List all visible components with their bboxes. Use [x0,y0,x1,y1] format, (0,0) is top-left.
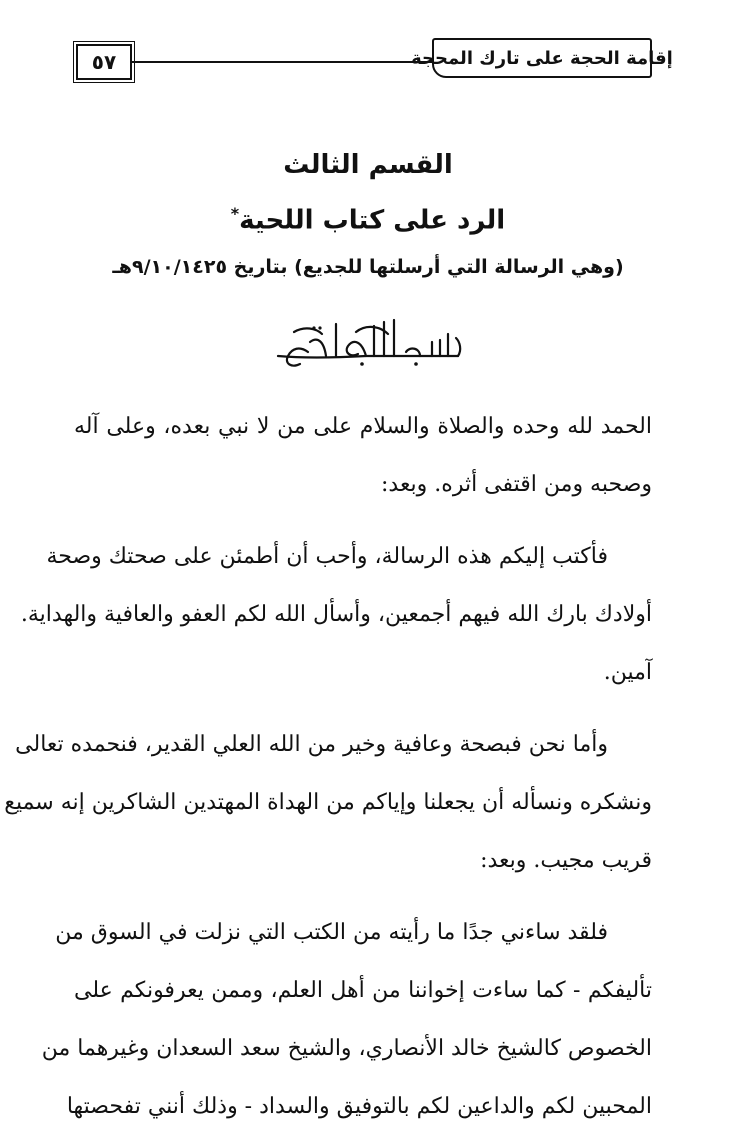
paragraph-gap [74,890,652,904]
body-text [4,398,652,1136]
header-rule [130,61,434,63]
text-line: تأليفكم - كما ساءت إخواننا من أهل العلم، وممن يعرفونكم على [74,978,652,1003]
text-line: ونشكره ونسأله أن يجعلنا وإياكم من الهداة المهتدين الشاكرين إنه سميع [4,790,652,815]
text-line: آمين. [603,660,652,685]
paragraph-1 [74,398,652,514]
text-line: وصحبه ومن اقتفى أثره. وبعد: [380,472,652,497]
running-title: إقامة الحجة على تارك المحجة [432,38,652,78]
letter-note: (وهي الرسالة التي أرسلتها للجديع) بتاريخ ٩/١٠/١٤٢٥هـ [112,256,624,278]
paragraph-4 [41,904,652,1136]
text-line: الحمد لله وحده والصلاة والسلام على من لا نبي بعده، وعلى آله [74,414,652,439]
text-line: المحبين لكم والداعين لكم بالتوفيق والسداد - وذلك أنني تفحصتها [66,1094,652,1119]
text-line: وأما نحن فبصحة وعافية وخير من الله العلي القدير، فنحمده تعالى [15,732,608,757]
paragraph-3 [4,716,652,890]
page-number: ٥٧ [76,44,132,80]
book-title [0,204,736,236]
section-title: القسم الثالث [283,150,453,180]
text-line: الخصوص كالشيخ خالد الأنصاري، والشيخ سعد السعدان وغيرهما من [41,1036,652,1061]
text-line: فأكتب إليكم هذه الرسالة، وأحب أن أطمئن على صحتك وصحة [46,544,608,569]
book-title-text: الرد على كتاب اللحية [239,205,506,236]
text-line: فلقد ساءني جدًا ما رأيته من الكتب التي نزلت في السوق من [55,920,608,945]
paragraph-gap [74,514,652,528]
paragraph-2 [20,528,652,702]
paragraph-gap [74,702,652,716]
footnote-mark: * [230,204,240,223]
running-header [76,38,673,78]
text-line: قريب مجيب. وبعد: [480,848,652,873]
text-line: أولادك بارك الله فيهم أجمعين، وأسأل الله لكم العفو والعافية والهداية. [20,602,652,627]
basmala-calligraphy [270,312,470,372]
